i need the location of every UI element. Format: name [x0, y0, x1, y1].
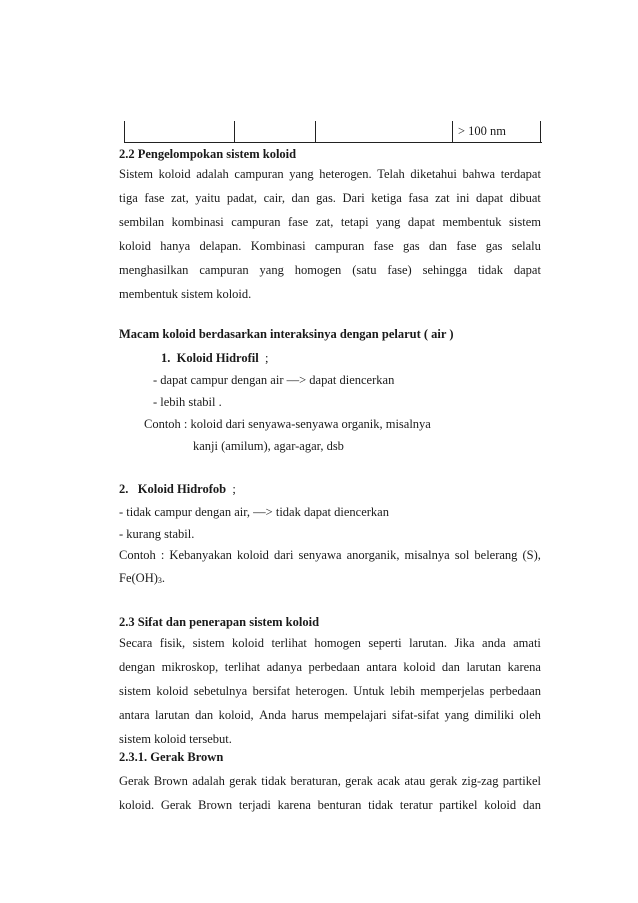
word: sol [454, 548, 470, 562]
word: Telah [377, 167, 405, 181]
word: zat [435, 191, 450, 205]
example-line [119, 570, 165, 586]
word: benturan [317, 798, 362, 812]
word: perbedaan [308, 660, 360, 674]
table-cell [235, 121, 316, 142]
word: koloid [236, 548, 269, 562]
list-number: 2. [119, 482, 129, 496]
list-heading-hidrofob [119, 481, 236, 497]
paragraph-line [119, 773, 541, 789]
word: anorganik, [346, 548, 400, 562]
word: acak [377, 774, 401, 788]
word: tetapi [340, 215, 369, 229]
word: adalah [192, 774, 225, 788]
word: fasa [408, 191, 429, 205]
word: campuran [314, 239, 365, 253]
word: atau [404, 774, 426, 788]
word: dan [195, 708, 214, 722]
word: selalu [511, 239, 541, 253]
word: larutan. [409, 636, 447, 650]
word: Kebanyakan [169, 548, 232, 562]
word: fase [456, 239, 477, 253]
list-tail: ; [232, 482, 236, 496]
word: homogen [314, 636, 361, 650]
word: Gerak [119, 774, 150, 788]
word: gerak [345, 774, 373, 788]
paragraph-line [119, 683, 541, 699]
word: Untuk [353, 684, 385, 698]
section-heading-2-2: 2.2 Pengelompokan sistem koloid [119, 147, 297, 161]
word: fase [144, 191, 165, 205]
word: dari [273, 548, 294, 562]
word: lebih [389, 684, 415, 698]
word: zig-zag [461, 774, 499, 788]
word: seperti [368, 636, 402, 650]
word: tiga [119, 191, 138, 205]
list-tail: ; [264, 351, 269, 365]
word: gas [485, 239, 503, 253]
word: koloid [484, 798, 517, 812]
word: Anda [259, 708, 287, 722]
word: gerak [429, 774, 458, 788]
word: terdapat [500, 167, 541, 181]
formula-period: . [161, 571, 166, 585]
word: dapat [475, 191, 504, 205]
word: menghasilkan [119, 263, 189, 277]
word: teratur [399, 798, 433, 812]
table-cell [125, 121, 235, 142]
word: koloid [232, 636, 264, 650]
word: (S), [522, 548, 541, 562]
word: bahwa [462, 167, 496, 181]
word: yang [259, 263, 284, 277]
list-title: Koloid Hidrofil [176, 351, 259, 365]
word: dimiliki [474, 708, 514, 722]
paragraph-line [119, 797, 541, 813]
word: membentuk [442, 215, 502, 229]
word: koloid [158, 167, 191, 181]
word: Sistem [119, 167, 154, 181]
word: (satu [352, 263, 377, 277]
word: kombinasi [171, 215, 224, 229]
list-item: - lebih stabil . [153, 395, 222, 409]
word: yang [376, 215, 401, 229]
word: dan [291, 191, 310, 205]
word: mempelajari [324, 708, 387, 722]
word: mikroskop, [161, 660, 219, 674]
paragraph-line [119, 635, 541, 651]
word: memperjelas [420, 684, 485, 698]
list-item: - kurang stabil. [119, 527, 195, 541]
word: sehingga [422, 263, 468, 277]
word: perbedaan [489, 684, 541, 698]
word: amati [513, 636, 541, 650]
paragraph-line [119, 659, 541, 675]
word: dibuat [509, 191, 541, 205]
word: Kombinasi [250, 239, 306, 253]
word: ketiga [371, 191, 402, 205]
word: karena [277, 798, 311, 812]
word: fisik, [159, 636, 186, 650]
subheading-macam-koloid: Macam koloid berdasarkan interaksinya dengan pelarut ( air ) [119, 327, 454, 341]
word: heterogen. [319, 167, 372, 181]
word: terjadi [238, 798, 271, 812]
word: adanya [266, 660, 303, 674]
word: bersifat [252, 684, 291, 698]
word: Contoh [119, 548, 156, 562]
example-line [119, 547, 541, 563]
word: partikel [439, 798, 478, 812]
paragraph-line [119, 238, 541, 254]
word: larutan [466, 660, 502, 674]
word: koloid [156, 684, 189, 698]
paragraph-line [119, 190, 541, 206]
word: delapan. [199, 239, 242, 253]
word: dengan [119, 660, 156, 674]
word: oleh [519, 708, 541, 722]
paragraph-line [119, 214, 541, 230]
word: dan [522, 798, 541, 812]
word: ini [456, 191, 470, 205]
word: yang [444, 708, 469, 722]
word: anda [482, 636, 506, 650]
word: karena [507, 660, 541, 674]
word: partikel [502, 774, 541, 788]
word: Jika [454, 636, 475, 650]
example-line: Contoh : koloid dari senyawa-senyawa organik, misalnya [144, 417, 431, 431]
word: antara [119, 708, 150, 722]
paragraph-line [119, 262, 541, 278]
word: Gerak [160, 798, 192, 812]
word: campuran [234, 167, 284, 181]
word: koloid. [119, 798, 155, 812]
word: harus [291, 708, 319, 722]
word: koloid, [218, 708, 254, 722]
word: larutan [154, 708, 190, 722]
word: campuran [199, 263, 249, 277]
list-heading-hidrofil [161, 350, 268, 366]
word: sembilan [119, 215, 165, 229]
example-line: kanji (amilum), agar-agar, dsb [193, 439, 344, 453]
word: Brown [153, 774, 188, 788]
word: koloid [119, 239, 151, 253]
word: dan [428, 239, 447, 253]
word: gas. [316, 191, 336, 205]
list-item: - dapat campur dengan air ––> dapat diencerkan [153, 373, 395, 387]
word: campuran [231, 215, 281, 229]
word: adalah [196, 167, 229, 181]
word: senyawa [298, 548, 342, 562]
word: zat, [315, 215, 334, 229]
word: diketahui [410, 167, 457, 181]
section-heading-2-3: 2.3 Sifat dan penerapan sistem koloid [119, 615, 320, 629]
word: : [160, 548, 165, 562]
word: heterogen. [295, 684, 348, 698]
word: belerang [474, 548, 518, 562]
word: dan [441, 660, 460, 674]
word: yaitu [195, 191, 221, 205]
table-cell-size: > 100 nm [453, 121, 541, 142]
word: Secara [119, 636, 153, 650]
word: sistem [119, 684, 151, 698]
section-heading-2-3-1: 2.3.1. Gerak Brown [119, 750, 224, 764]
word: sistem [509, 215, 541, 229]
word: koloid [403, 660, 436, 674]
table-last-row [124, 121, 542, 143]
word: fase [373, 239, 394, 253]
paragraph-line: sistem koloid tersebut. [119, 732, 232, 746]
word: Brown [198, 798, 233, 812]
list-item: - tidak campur dengan air, ––> tidak dapat diencerkan [119, 505, 389, 519]
word: cair, [263, 191, 285, 205]
word: antara [366, 660, 397, 674]
word: misalnya [404, 548, 450, 562]
word: beraturan, [290, 774, 341, 788]
word: sifat-sifat [391, 708, 440, 722]
word: tidak [261, 774, 287, 788]
word: gas [402, 239, 420, 253]
table-cell [316, 121, 453, 142]
word: tidak [477, 263, 503, 277]
word: sistem [192, 636, 225, 650]
word: yang [289, 167, 314, 181]
word: terlihat [271, 636, 307, 650]
word: fase [288, 215, 309, 229]
paragraph-line [119, 166, 541, 182]
word: dapat [513, 263, 541, 277]
word: fase) [387, 263, 412, 277]
word: dapat [407, 215, 435, 229]
word: Dari [342, 191, 365, 205]
list-title: Koloid Hidrofob [137, 482, 227, 496]
word: hanya [160, 239, 191, 253]
word: sebetulnya [193, 684, 248, 698]
word: zat, [171, 191, 189, 205]
formula-text: Fe(OH) [119, 571, 158, 585]
paragraph-line [119, 707, 541, 723]
word: padat, [226, 191, 258, 205]
word: gerak [229, 774, 257, 788]
list-number: 1. [161, 351, 171, 365]
word: tidak [368, 798, 394, 812]
word: homogen [294, 263, 342, 277]
paragraph-line: membentuk sistem koloid. [119, 287, 252, 301]
formula-subscript: 3 [157, 576, 162, 585]
word: terlihat [224, 660, 261, 674]
